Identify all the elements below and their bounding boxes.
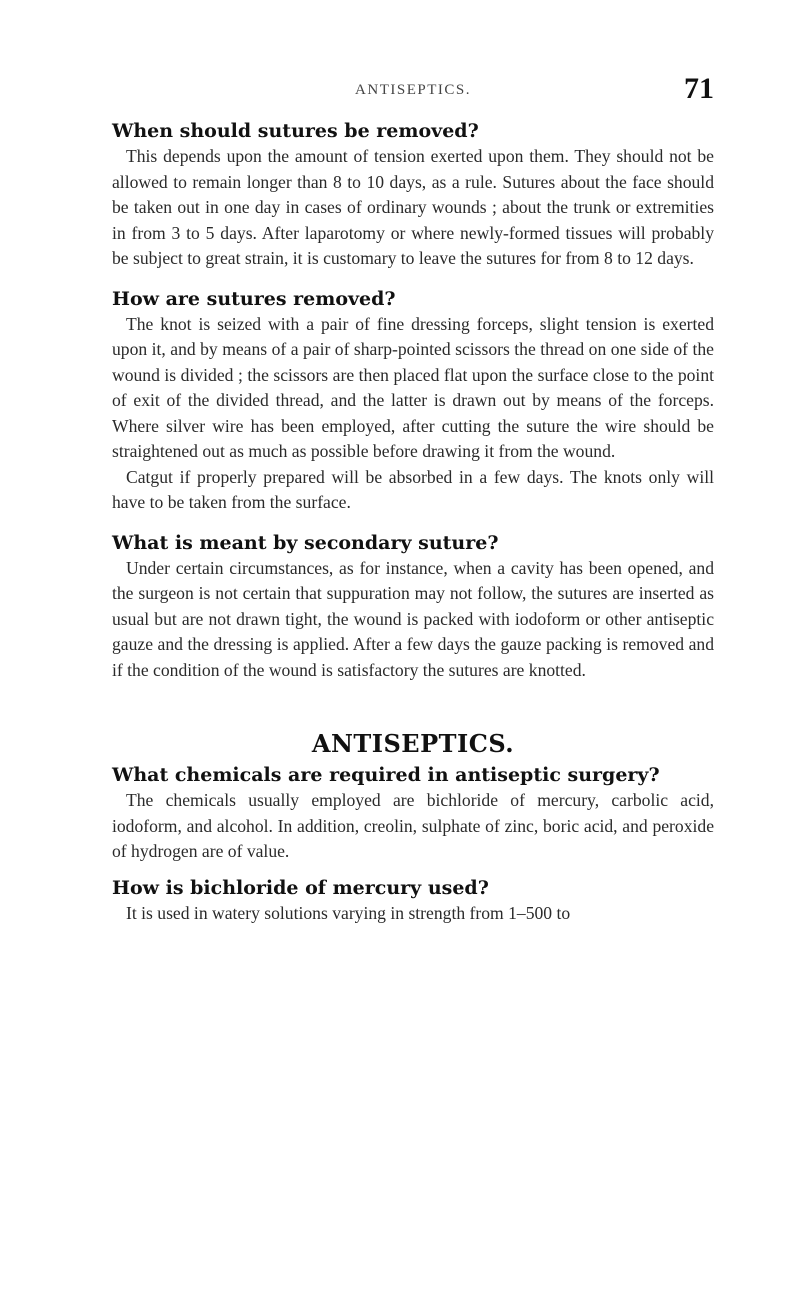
- question-heading: How is bichloride of mercury used?: [112, 876, 489, 899]
- page-number: 71: [684, 72, 714, 105]
- answer-paragraph: This depends upon the amount of tension exerted upon them. They should not be allowed to remain longer than 8 to 10 days, as a rule. Sutures about the face should be taken out in one day in cases of ordinary wounds ; about the trunk or extremities in from 3 to 5 days. After laparotomy or where newly-formed tissues will probably be subject to great strain, it is customary to leave the sutures for from 8 to 12 days.: [112, 146, 714, 268]
- question-heading: What chemicals are required in antiseptic surgery?: [112, 764, 660, 786]
- answer-paragraph: It is used in watery solutions varying in strength from 1–500 to: [126, 902, 571, 923]
- question-heading: How are sutures removed?: [112, 287, 396, 310]
- answer-paragraph: Catgut if properly prepared will be absorbed in a few days. The knots only will have to be taken from the surface.: [112, 466, 714, 512]
- question-heading: What is meant by secondary suture?: [112, 531, 499, 554]
- question-heading: When should sutures be removed?: [112, 120, 479, 142]
- answer-paragraph: The chemicals usually employed are bichloride of mercury, carbolic acid, iodoform, and alcohol. In addition, creolin, sulphate of zinc, boric acid, and peroxide of hydrogen are of value.: [112, 790, 714, 861]
- running-head: ANTISEPTICS.: [355, 82, 471, 98]
- answer-paragraph: The knot is seized with a pair of fine dressing forceps, slight tension is exerted upon it, and by means of a pair of sharp-pointed scissors the thread on one side of the wound is divided ; the scissors are then placed flat upon the surface close to the point of exit of the divided thread, and the latter is drawn out by means of the forceps. Where silver wire has been employed, after cutting the suture the wire should be straightened out as much as possible before drawing it from the wound.: [112, 313, 714, 461]
- section-title: ANTISEPTICS.: [311, 729, 515, 758]
- answer-paragraph: Under certain circumstances, as for instance, when a cavity has been opened, and the surgeon is not certain that suppuration may not follow, the sutures are inserted as usual but are not drawn tight, the wound is packed with iodoform or other antiseptic gauze and the dressing is applied. After a few days the gauze packing is removed and if the condition of the wound is satisfactory the sutures are knotted.: [112, 557, 714, 680]
- book-page: [112, 74, 714, 926]
- page-header: [112, 74, 714, 110]
